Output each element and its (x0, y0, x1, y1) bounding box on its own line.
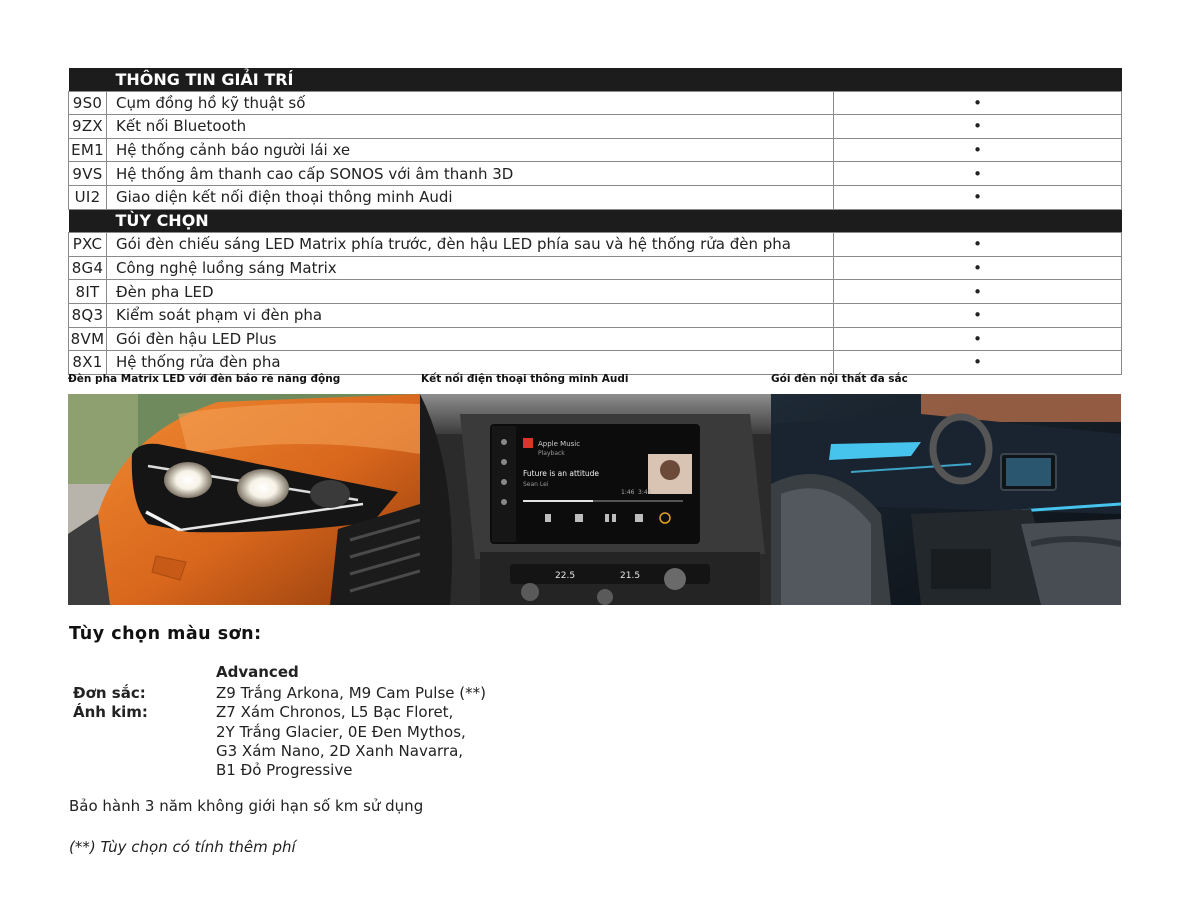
table-row (69, 280, 1122, 304)
table-row (69, 256, 1122, 280)
temp-right: 21.5 (620, 571, 641, 581)
standard-mark: • (834, 280, 1122, 304)
caption-smartphone: Kết nối điện thoại thông minh Audi (421, 373, 629, 385)
screen-time-left: 1:46 (621, 489, 635, 496)
option-name: Hệ thống âm thanh cao cấp SONOS với âm thanh 3D (107, 162, 834, 186)
standard-mark: • (834, 185, 1122, 209)
standard-mark: • (834, 256, 1122, 280)
metallic-colors-line: Z7 Xám Chronos, L5 Bạc Floret, (216, 703, 454, 722)
caption-ambient-light: Gói đèn nội thất đa sắc (771, 373, 908, 385)
photo-captions (68, 373, 1121, 389)
headlight-photo (68, 394, 420, 605)
solid-color-label: Đơn sắc: (73, 684, 146, 702)
option-name: Giao diện kết nối điện thoại thông minh Audi (107, 185, 834, 209)
standard-mark: • (834, 162, 1122, 186)
option-code: 8IT (69, 280, 107, 304)
option-code: 9VS (69, 162, 107, 186)
table-row (69, 138, 1122, 162)
option-code: 8X1 (69, 351, 107, 375)
screen-view: Playback (538, 450, 565, 457)
option-name: Hệ thống rửa đèn pha (107, 351, 834, 375)
standard-mark: • (834, 327, 1122, 351)
metallic-color-label: Ánh kim: (73, 703, 148, 721)
option-name: Công nghệ luồng sáng Matrix (107, 256, 834, 280)
section-title: TÙY CHỌN (107, 209, 834, 233)
option-code: 8Q3 (69, 303, 107, 327)
table-row (69, 91, 1122, 115)
table-row (69, 233, 1122, 257)
metallic-colors-line: B1 Đỏ Progressive (216, 761, 353, 780)
option-code: 8G4 (69, 256, 107, 280)
screen-time-right: 3:45 (638, 489, 652, 496)
mmi-screen-photo (420, 394, 771, 605)
section-title: THÔNG TIN GIẢI TRÍ (107, 68, 834, 91)
paint-options-title: Tùy chọn màu sơn: (69, 624, 262, 644)
table-row (69, 162, 1122, 186)
metallic-colors-line: 2Y Trắng Glacier, 0E Đen Mythos, (216, 722, 466, 741)
standard-mark: • (834, 138, 1122, 162)
table-row (69, 185, 1122, 209)
solid-colors: Z9 Trắng Arkona, M9 Cam Pulse (**) (216, 684, 486, 702)
metallic-colors-line: G3 Xám Nano, 2D Xanh Navarra, (216, 741, 464, 760)
warranty-text: Bảo hành 3 năm không giới hạn số km sử dụng (69, 797, 424, 815)
footnote: (**) Tùy chọn có tính thêm phí (69, 838, 296, 856)
section-header-infotainment (69, 68, 1122, 91)
option-code: PXC (69, 233, 107, 257)
table-row (69, 115, 1122, 139)
option-name: Gói đèn chiếu sáng LED Matrix phía trước, đèn hậu LED phía sau và hệ thống rửa đèn pha (107, 233, 834, 257)
spec-table (68, 68, 1122, 375)
screen-artist: Sean Lei (523, 481, 549, 488)
table-row (69, 327, 1122, 351)
standard-mark: • (834, 115, 1122, 139)
option-name: Gói đèn hậu LED Plus (107, 327, 834, 351)
screen-app-name: Apple Music (538, 440, 581, 448)
standard-mark: • (834, 303, 1122, 327)
standard-mark: • (834, 351, 1122, 375)
table-row (69, 351, 1122, 375)
caption-headlight: Đèn pha Matrix LED với đèn báo rẽ năng động (68, 373, 341, 385)
ambient-interior-photo (771, 394, 1121, 605)
option-code: 8VM (69, 327, 107, 351)
paint-grade: Advanced (216, 663, 299, 681)
screen-track: Future is an attitude (523, 469, 600, 478)
option-name: Kết nối Bluetooth (107, 115, 834, 139)
option-code: EM1 (69, 138, 107, 162)
standard-mark: • (834, 233, 1122, 257)
option-name: Kiểm soát phạm vi đèn pha (107, 303, 834, 327)
option-name: Đèn pha LED (107, 280, 834, 304)
option-code: UI2 (69, 185, 107, 209)
section-header-options (69, 209, 1122, 233)
paint-color-list (216, 684, 486, 780)
photo-gallery (68, 394, 1121, 605)
option-code: 9ZX (69, 115, 107, 139)
standard-mark: • (834, 91, 1122, 115)
option-name: Hệ thống cảnh báo người lái xe (107, 138, 834, 162)
option-name: Cụm đồng hồ kỹ thuật số (107, 91, 834, 115)
table-row (69, 303, 1122, 327)
temp-left: 22.5 (555, 571, 576, 581)
option-code: 9S0 (69, 91, 107, 115)
